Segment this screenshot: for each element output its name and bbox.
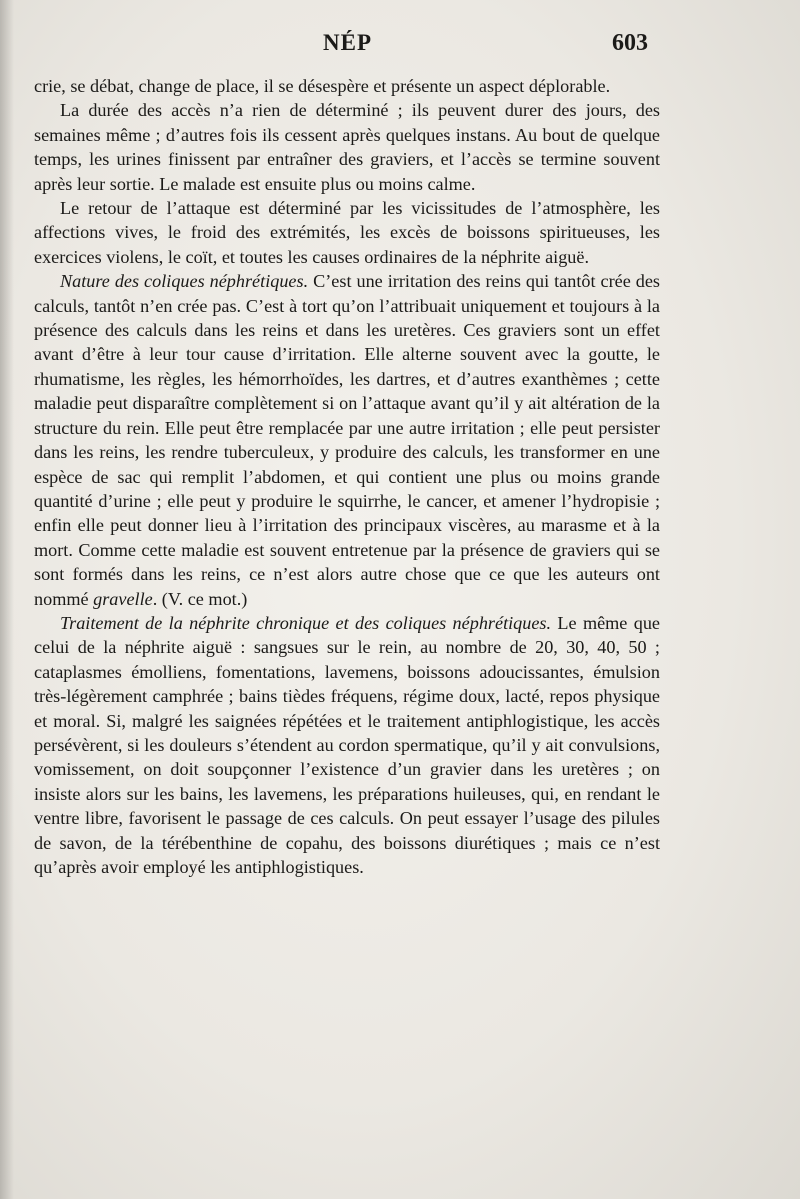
page-number: 603 — [612, 30, 648, 56]
term-gravelle: gravelle — [93, 588, 153, 609]
body-text — [34, 74, 660, 879]
paragraph-text-tail: . (V. ce mot.) — [152, 588, 248, 609]
paragraph-text: La durée des accès n’a rien de déterminé ; ils peuvent durer des jours, des semaines même ; d’autres fois ils cessent après quelques instans. Au bout de quelque temps, les urines finissent par entraîner des graviers, et l’accès se termine souvent après leur sortie. Le malade est ensuite plus ou moins calme. — [34, 100, 660, 194]
paragraph-text: crie, se débat, change de place, il se désespère et présente un aspect déplorable. — [34, 76, 611, 96]
section-heading-traitement: Traitement de la néphrite chronique et des coliques néphrétiques. — [60, 612, 552, 633]
paragraph-text: C’est une irritation des reins qui tantôt crée des calculs, tantôt n’en crée pas. C’est à tort qu’on l’attribuait uniquement et toujours à la présence des calculs dans les reins et dans les uretères. Ces graviers sont un effet avant d’être à leur tour cause d’irritation. Elle alterne souvent avec la goutte, le rhumatisme, les règles, les hémorrhoïdes, les dartres, et d’autres exanthèmes ; cette maladie peut disparaître complètement si on l’attaque avant qu’il y ait altération de la structure du rein. Elle peut être remplacée par une autre irritation ; elle peut persister dans les reins, les rendre tuberculeux, y produire des calculs, les transformer en une espèce de sac qui remplit l’abdomen, et qui contient une plus ou moins grande quantité d’urine ; elle peut y produire le squirrhe, le cancer, et amener l’hydropisie ; enfin elle peut donner lieu à l’irritation des principaux viscères, au marasme et à la mort. Comme cette maladie est souvent entretenue par la présence de graviers qui se sont formés dans les reins, ce n’est alors autre chose que ce que les auteurs ont nommé — [34, 271, 660, 609]
page-header — [0, 30, 800, 66]
paragraph-text: Le même que celui de la néphrite aiguë : sangsues sur le rein, au nombre de 20, 30, 40, 50 ; cataplasmes émolliens, fomentations, lavemens, boissons adoucissantes, émulsion très-légèrement camphrée ; bains tièdes fréquens, régime doux, lacté, repos physique et moral. Si, malgré les saignées répétées et le traitement antiphlogistique, les accès persévèrent, si les douleurs s’étendent au cordon spermatique, qu’il y ait convulsions, vomissement, on doit soupçonner l’existence d’un gravier dans les uretères ; on insiste alors sur les bains, les lavemens, les préparations huileuses, qui, en rendant le ventre libre, favorisent le passage de ces calculs. On peut essayer l’usage des pilules de savon, de la térébenthine de copahu, des boissons diurétiques ; mais ce n’est qu’après avoir employé les antiphlogistiques. — [34, 612, 660, 877]
paragraph-nature-des-coliques — [34, 269, 660, 611]
paragraph-retour-de-l-attaque — [34, 196, 660, 269]
page-gutter-shadow — [0, 0, 14, 1199]
paragraph-traitement — [34, 611, 660, 879]
section-heading-nature: Nature des coliques néphrétiques. — [60, 271, 309, 292]
running-head: NÉP — [323, 30, 372, 55]
paragraph-duree-des-acces — [34, 98, 660, 196]
paragraph-text: Le retour de l’attaque est déterminé par les vicissitudes de l’atmosphère, les affections vives, le froid des extrémités, les excès de boissons spiritueuses, les exercices violens, le coït, et toutes les causes ordinaires de la néphrite aiguë. — [34, 198, 660, 267]
paragraph-continuation — [34, 74, 660, 98]
